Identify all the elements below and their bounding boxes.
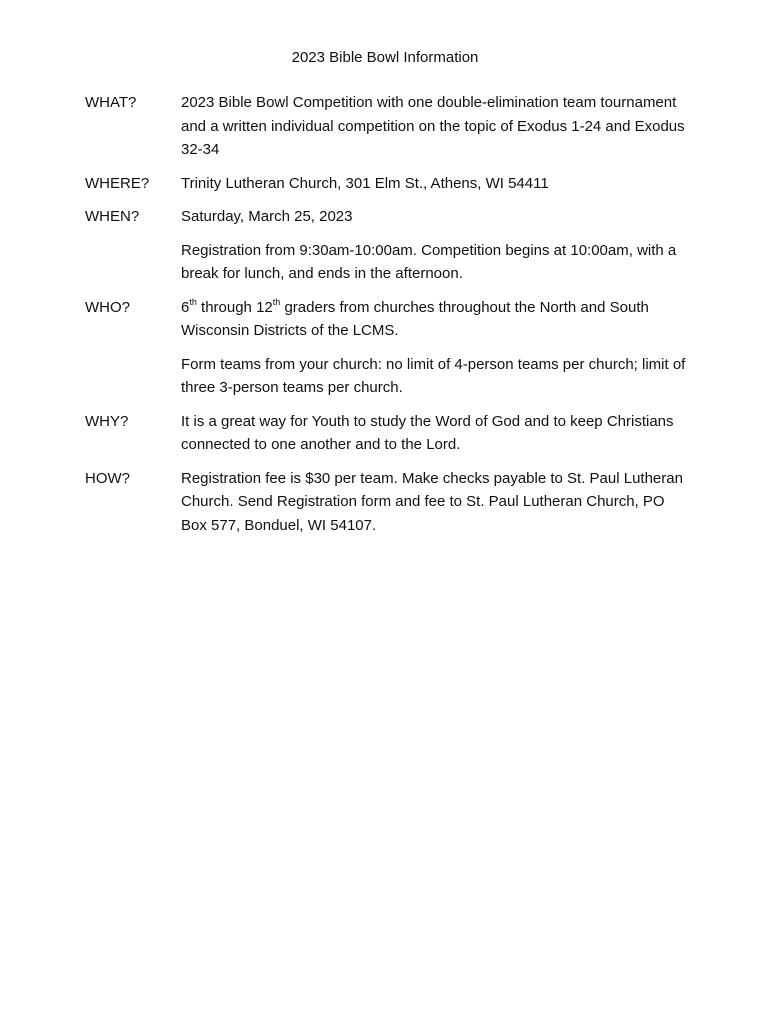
- where-section: [85, 172, 770, 196]
- why-text: It is a great way for Youth to study the Word of God and to keep Christians connected to one another and to the Lord.: [181, 412, 674, 453]
- how-label: HOW?: [85, 469, 130, 487]
- why-section: [85, 410, 770, 457]
- grades-rest: graders from churches throughout the North and South Wisconsin Districts of the LCMS.: [181, 298, 649, 339]
- when-details: Registration from 9:30am-10:00am. Competition begins at 10:00am, with a break for lunch, and ends in the afternoon.: [181, 241, 677, 282]
- where-label: WHERE?: [85, 174, 150, 192]
- what-section: [85, 91, 770, 162]
- when-content: [181, 205, 686, 286]
- grade-start: 6: [181, 298, 190, 316]
- who-section: [85, 296, 770, 400]
- where-text: Trinity Lutheran Church, 301 Elm St., Athens, WI 54411: [181, 174, 549, 192]
- what-text: 2023 Bible Bowl Competition with one double-elimination team tournament and a written individual competition on the topic of Exodus 1-24 and Exodus 32-34: [181, 94, 685, 158]
- why-content: [181, 410, 686, 457]
- how-section: [85, 467, 770, 538]
- who-grades: [181, 296, 686, 343]
- what-label: WHAT?: [85, 94, 137, 111]
- when-date: Saturday, March 25, 2023: [181, 208, 353, 225]
- how-content: [181, 467, 686, 538]
- when-section: [85, 205, 770, 286]
- grade-end-suffix: th: [272, 296, 281, 307]
- who-label: WHO?: [85, 298, 130, 316]
- who-content: [181, 296, 686, 400]
- document-title: 2023 Bible Bowl Information: [291, 49, 479, 66]
- through-text: through: [196, 298, 257, 316]
- grade-start-suffix: th: [189, 296, 197, 307]
- when-label: WHEN?: [85, 208, 140, 225]
- why-label: WHY?: [85, 412, 129, 430]
- grade-end: 12: [256, 298, 273, 316]
- what-content: [181, 91, 686, 162]
- where-content: [181, 172, 686, 196]
- who-teams: Form teams from your church: no limit of 4-person teams per church; limit of three 3-person teams per church.: [181, 355, 686, 396]
- how-text: Registration fee is $30 per team. Make checks payable to St. Paul Lutheran Church. Send Registration form and fee to St. Paul Lutheran Church, PO Box 577, Bonduel, WI 54107.: [181, 469, 683, 534]
